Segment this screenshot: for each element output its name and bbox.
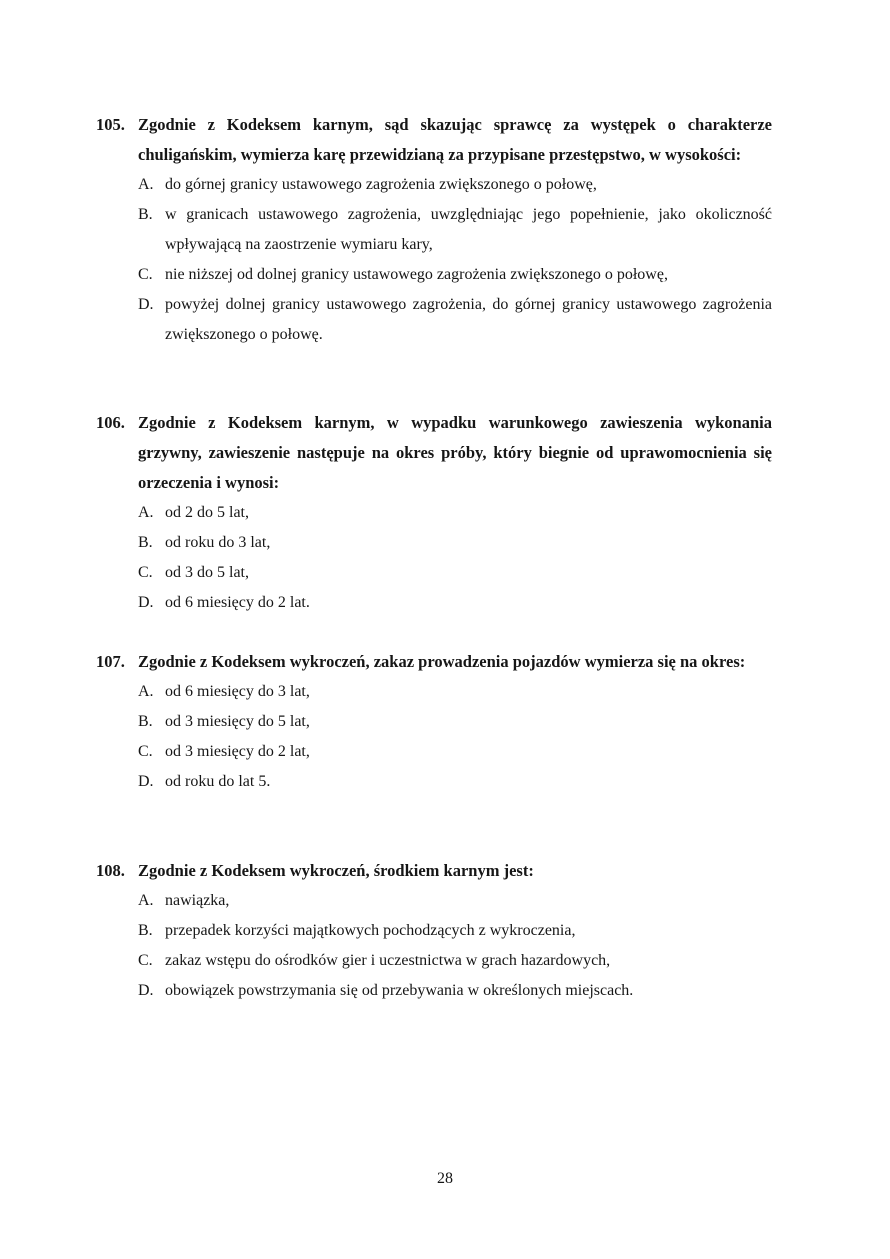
answer-text: od 6 miesięcy do 2 lat. xyxy=(165,594,310,611)
answer-option-c xyxy=(96,260,772,290)
answer-letter: C. xyxy=(138,564,153,581)
answer-option-d xyxy=(96,976,772,1006)
answer-letter: A. xyxy=(138,683,154,700)
answer-letter: C. xyxy=(138,952,153,969)
answer-option-a xyxy=(96,886,772,916)
answer-text: od 3 miesięcy do 2 lat, xyxy=(165,743,310,760)
question-header xyxy=(96,110,772,170)
answer-letter: D. xyxy=(138,773,154,790)
question-number: 105. xyxy=(96,115,125,134)
answer-option-a xyxy=(96,170,772,200)
answer-letter: C. xyxy=(138,266,153,283)
answer-option-d xyxy=(96,290,772,350)
question-number: 108. xyxy=(96,861,125,880)
answer-letter: B. xyxy=(138,534,153,551)
answer-text: zakaz wstępu do ośrodków gier i uczestnictwa w grach hazardowych, xyxy=(165,952,611,969)
question-header xyxy=(96,856,772,886)
answer-text: powyżej dolnej granicy ustawowego zagrożenia, do górnej granicy ustawowego zagrożenia zwiększonego o połowę. xyxy=(165,296,772,343)
answer-option-c xyxy=(96,558,772,588)
question-text: Zgodnie z Kodeksem karnym, w wypadku warunkowego zawieszenia wykonania grzywny, zawieszenie następuje na okres próby, który biegnie od uprawomocnienia się orzeczenia i wynosi: xyxy=(138,413,772,492)
answer-option-c xyxy=(96,737,772,767)
answer-text: od 3 do 5 lat, xyxy=(165,564,249,581)
question-text: Zgodnie z Kodeksem karnym, sąd skazując sprawcę za występek o charakterze chuligańskim, wymierza karę przewidzianą za przypisane przestępstwo, w wysokości: xyxy=(138,115,772,164)
answer-text: obowiązek powstrzymania się od przebywania w określonych miejscach. xyxy=(165,982,634,999)
answer-option-b xyxy=(96,528,772,558)
answer-option-b xyxy=(96,200,772,260)
answer-text: do górnej granicy ustawowego zagrożenia zwiększonego o połowę, xyxy=(165,176,597,193)
question-header xyxy=(96,408,772,498)
answer-letter: A. xyxy=(138,892,154,909)
answer-list xyxy=(96,170,772,350)
question-text: Zgodnie z Kodeksem wykroczeń, zakaz prowadzenia pojazdów wymierza się na okres: xyxy=(138,652,746,671)
answer-text: przepadek korzyści majątkowych pochodzących z wykroczenia, xyxy=(165,922,576,939)
question-header xyxy=(96,647,772,677)
question-108 xyxy=(96,856,772,1006)
answer-list xyxy=(96,677,772,797)
answer-text: od roku do 3 lat, xyxy=(165,534,271,551)
answer-letter: A. xyxy=(138,176,154,193)
answer-letter: D. xyxy=(138,296,154,313)
answer-option-a xyxy=(96,498,772,528)
question-text: Zgodnie z Kodeksem wykroczeń, środkiem karnym jest: xyxy=(138,861,534,880)
answer-text: od 6 miesięcy do 3 lat, xyxy=(165,683,310,700)
answer-option-d xyxy=(96,767,772,797)
answer-text: od 2 do 5 lat, xyxy=(165,504,249,521)
answer-option-b xyxy=(96,916,772,946)
answer-option-b xyxy=(96,707,772,737)
answer-letter: A. xyxy=(138,504,154,521)
question-107 xyxy=(96,647,772,797)
answer-letter: B. xyxy=(138,922,153,939)
question-105 xyxy=(96,110,772,350)
answer-letter: B. xyxy=(138,206,153,223)
answer-text: od roku do lat 5. xyxy=(165,773,271,790)
answer-text: od 3 miesięcy do 5 lat, xyxy=(165,713,310,730)
question-number: 106. xyxy=(96,413,125,432)
answer-text: nawiązka, xyxy=(165,892,230,909)
question-106 xyxy=(96,408,772,618)
answer-option-d xyxy=(96,588,772,618)
answer-letter: D. xyxy=(138,594,154,611)
question-number: 107. xyxy=(96,652,125,671)
answer-letter: B. xyxy=(138,713,153,730)
answer-text: nie niższej od dolnej granicy ustawowego zagrożenia zwiększonego o połowę, xyxy=(165,266,668,283)
answer-letter: C. xyxy=(138,743,153,760)
answer-list xyxy=(96,498,772,618)
answer-text: w granicach ustawowego zagrożenia, uwzględniając jego popełnienie, jako okoliczność wpływającą na zaostrzenie wymiaru kary, xyxy=(165,206,772,253)
page-number: 28 xyxy=(437,1170,453,1187)
answer-option-c xyxy=(96,946,772,976)
answer-letter: D. xyxy=(138,982,154,999)
answer-option-a xyxy=(96,677,772,707)
answer-list xyxy=(96,886,772,1006)
